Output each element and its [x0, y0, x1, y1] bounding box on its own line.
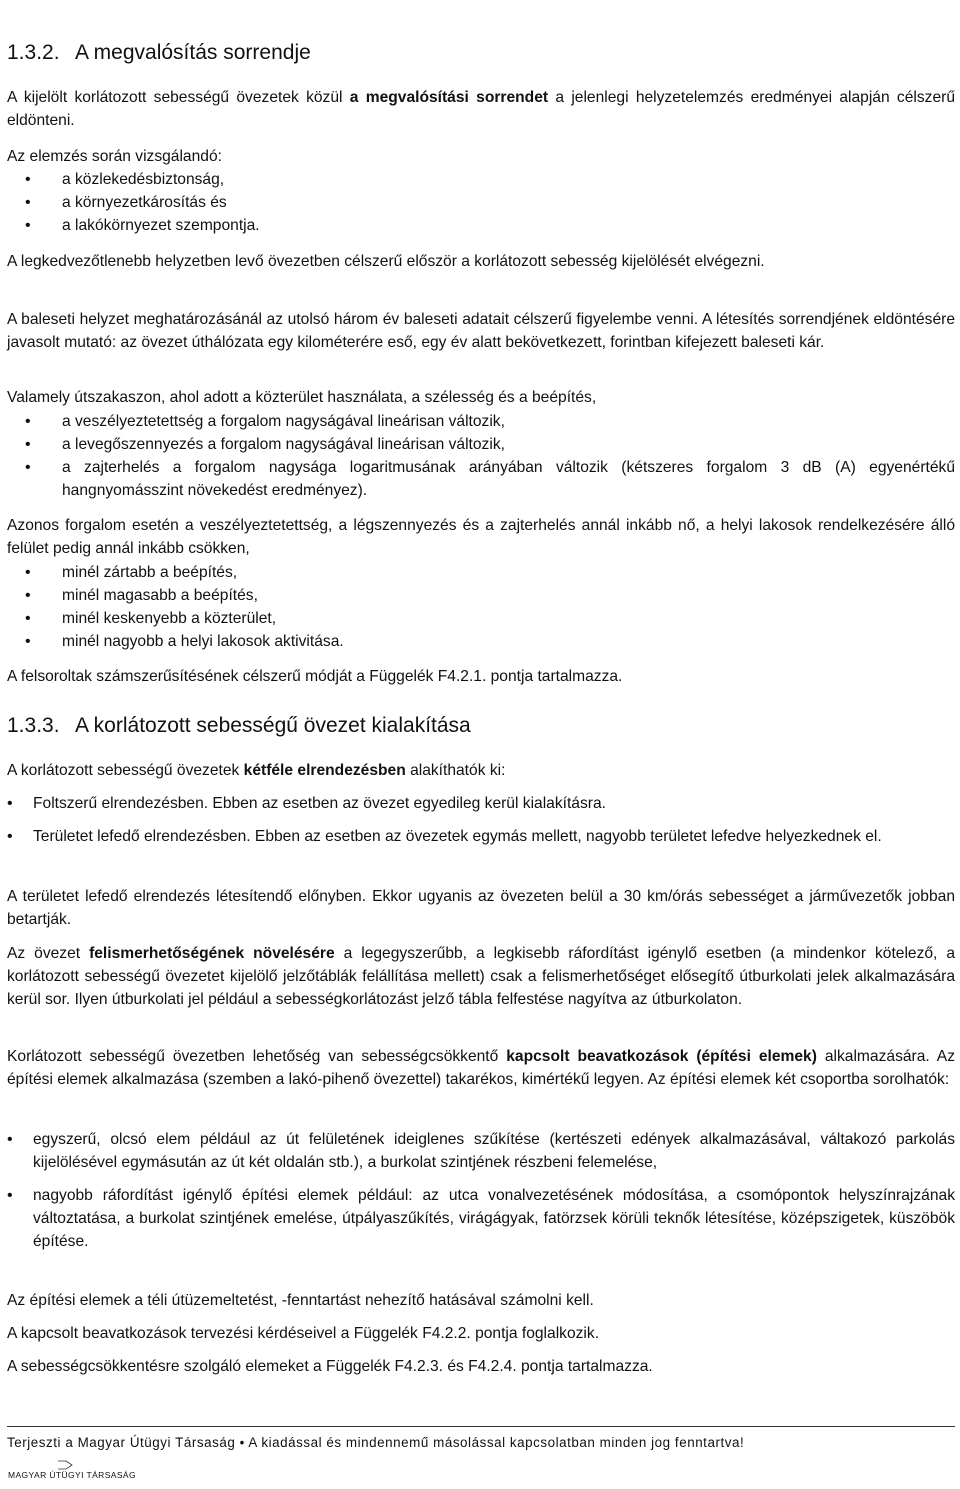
- logo-text: MAGYAR ÚTÜGYI TÁRSASÁG: [8, 1470, 136, 1480]
- bullet-list: [7, 792, 955, 848]
- footer-notice: Terjeszti a Magyar Útügyi Társaság • A kiadással és mindennemű másolással kapcsolatban minden jog fenntartva!: [7, 1435, 745, 1450]
- paragraph: A sebességcsökkentésre szolgáló elemeket a Függelék F4.2.3. és F4.2.4. pontja tartalmazza.: [7, 1358, 653, 1375]
- list-item: • a zajterhelés a forgalom nagysága logaritmusának arányában változik (kétszeres forgalom 3 dB (A) egyenértékű hangnyomásszint növekedést eredményez).: [7, 456, 955, 502]
- footer-divider: [7, 1426, 955, 1427]
- list-item: • minél magasabb a beépítés,: [7, 584, 955, 607]
- bullet-list: [7, 1128, 955, 1253]
- section-heading-1-3-2: [7, 40, 311, 66]
- paragraph: Valamely útszakaszon, ahol adott a közterület használata, a szélesség és a beépítés,: [7, 389, 597, 406]
- paragraph: A legkedvezőtlenebb helyzetben levő övezetben célszerű először a korlátozott sebesség kijelölését elvégezni.: [7, 253, 765, 270]
- section-title: A megvalósítás sorrendje: [75, 41, 311, 64]
- list-item: • a lakókörnyezet szempontja.: [7, 214, 955, 237]
- list-item: • nagyobb ráfordítást igénylő építési elemek például: az utca vonalvezetésének módosítása, a csomópontok helyszínrajzának változtatása, a burkolat szintjének emelése, útpályaszűkítés, virágágyak, fatörzsek körüli teknők létesítése, középszigetek, küszöbök építése.: [7, 1184, 955, 1253]
- paragraph: A kijelölt korlátozott sebességű övezetek közül a megvalósítási sorrendet a jelenlegi helyzetelemzés eredményei alapján célszerű eldönteni.: [7, 89, 955, 129]
- paragraph: Az övezet felismerhetőségének növelésére a legegyszerűbb, a legkisebb ráfordítást igénylő esetben (a mindenkor kötelező, a korlátozott sebességű övezetet kijelölő jelzőtáblák felállítása mellett) csak a felismerhetőséget elősegítő útburkolati jelek alkalmazására kerül sor. Ilyen útburkolati jel például a sebességkorlátozást jelző tábla felfestése nagyítva az útburkolaton.: [7, 945, 956, 1008]
- paragraph: Korlátozott sebességű övezetben lehetőség van sebességcsökkentő kapcsolt beavatkozások (építési elemek) alkalmazására. Az építési elemek alkalmazása (szemben a lakó-pihenő övezettel) takarékos, kimértékű legyen. Az építési elemek két csoportba sorolhatók:: [7, 1048, 956, 1088]
- paragraph: Azonos forgalom esetén a veszélyeztetettség, a légszennyezés és a zajterhelés annál inkább nő, a helyi lakosok rendelkezésére álló felület pedig annál inkább csökken,: [7, 517, 955, 557]
- list-item: • a környezetkárosítás és: [7, 191, 955, 214]
- section-number: 1.3.3.: [7, 714, 60, 737]
- bullet-list: [7, 561, 955, 653]
- list-item: • a veszélyeztetettség a forgalom nagyságával lineárisan változik,: [7, 410, 955, 433]
- list-item: • a levegőszennyezés a forgalom nagyságával lineárisan változik,: [7, 433, 955, 456]
- bullet-list: [7, 168, 955, 237]
- section-title: A korlátozott sebességű övezet kialakítása: [75, 714, 471, 737]
- bullet-list: [7, 410, 955, 502]
- section-heading-1-3-3: [7, 713, 471, 739]
- list-item: • Területet lefedő elrendezésben. Ebben az esetben az övezetek egymás mellett, nagyobb területet lefedve helyezkednek el.: [7, 825, 955, 848]
- paragraph: A baleseti helyzet meghatározásánál az utolsó három év baleseti adatait célszerű figyelembe venni. A létesítés sorrendjének eldöntésére javasolt mutató: az övezet úthálózata egy kilométerére eső, egy év alatt bekövetkezett, forintban kifejezett baleseti kár.: [7, 311, 955, 351]
- list-item: • a közlekedésbiztonság,: [7, 168, 955, 191]
- list-item: • egyszerű, olcsó elem például az út felületének ideiglenes szűkítése (kertészeti edények alkalmazásával, váltakozó parkolás kijelölésével egymásután az út két oldalán stb.), a burkolat szintjének részbeni felemelése,: [7, 1128, 955, 1174]
- section-number: 1.3.2.: [7, 41, 60, 64]
- publisher-logo: [8, 1458, 148, 1486]
- paragraph: A felsoroltak számszerűsítésének célszerű módját a Függelék F4.2.1. pontja tartalmazza.: [7, 668, 623, 685]
- paragraph: A korlátozott sebességű övezetek kétféle elrendezésben alakíthatók ki:: [7, 762, 506, 779]
- list-item: • minél keskenyebb a közterület,: [7, 607, 955, 630]
- list-item: • minél zártabb a beépítés,: [7, 561, 955, 584]
- paragraph: A területet lefedő elrendezés létesítendő előnyben. Ekkor ugyanis az övezeten belül a 30 km/órás sebességet a járművezetők jobban betartják.: [7, 888, 955, 928]
- list-item: • Foltszerű elrendezésben. Ebben az esetben az övezet egyedileg kerül kialakításra.: [7, 792, 955, 815]
- list-item: • minél nagyobb a helyi lakosok aktivitása.: [7, 630, 955, 653]
- paragraph: Az elemzés során vizsgálandó:: [7, 148, 222, 165]
- paragraph: Az építési elemek a téli útüzemeltetést, -fenntartást nehezítő hatásával számolni kell.: [7, 1292, 594, 1309]
- paragraph: A kapcsolt beavatkozások tervezési kérdéseivel a Függelék F4.2.2. pontja foglalkozik.: [7, 1325, 600, 1342]
